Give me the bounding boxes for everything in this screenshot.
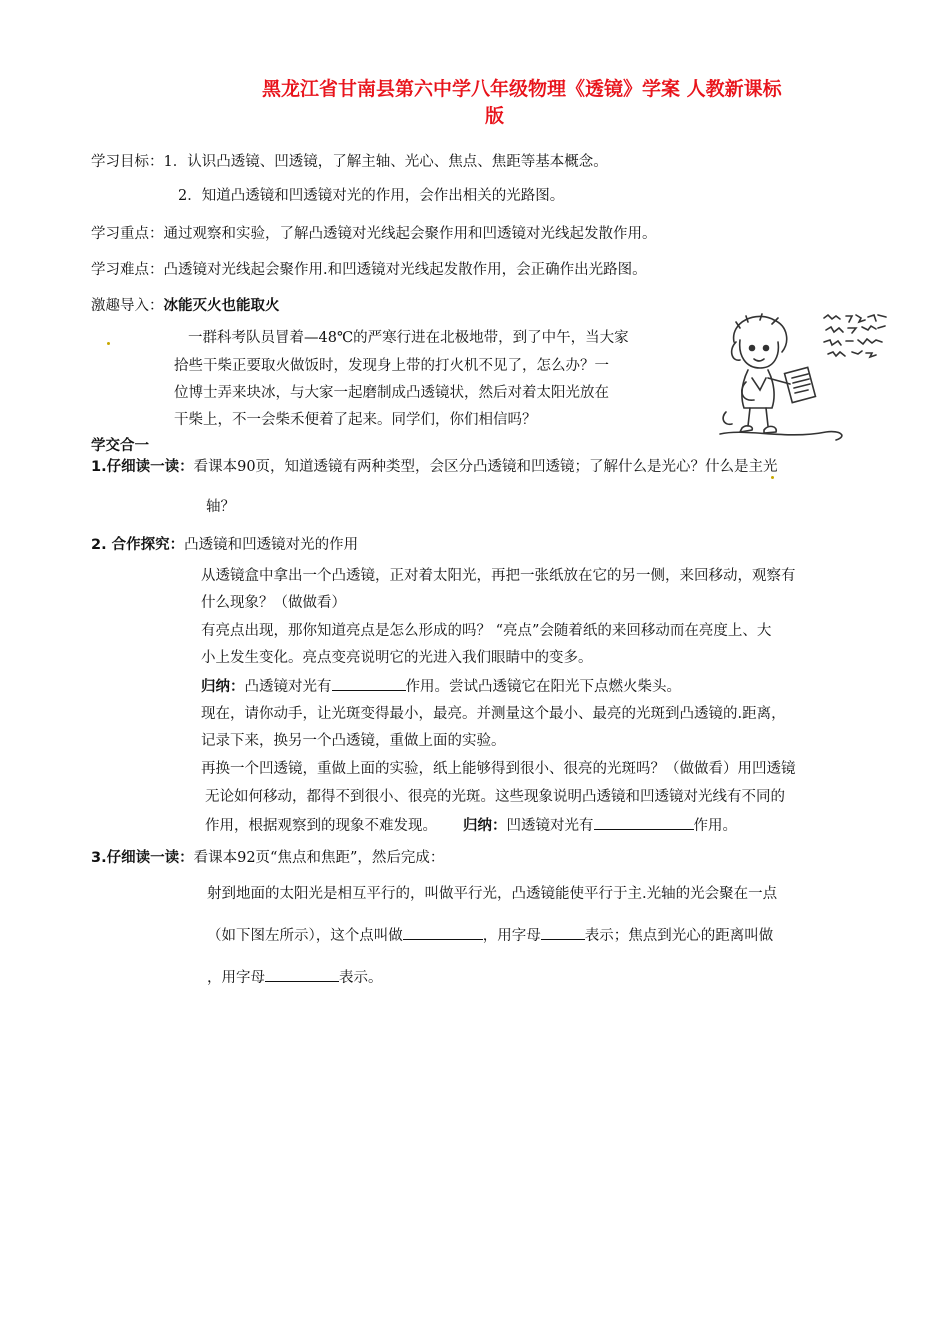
q3-heading: 看课本92页“焦点和焦距”，然后完成： <box>193 850 445 866</box>
q3-row <box>91 848 444 868</box>
difficulty-label: 学习难点： <box>91 262 164 278</box>
q2-paragraph-line-5: 现在，请你动手，让光斑变得最小，最亮。并测量这个最小、最亮的光斑到凸透镜的.距离， <box>201 706 786 722</box>
q1-text-line-2: 轴？ <box>206 499 235 515</box>
q3-line-2 <box>207 925 773 946</box>
summary-1-prefix: 凸透镜对光有 <box>244 679 332 695</box>
q1-row <box>91 457 778 477</box>
q3-line-3-b: 表示。 <box>339 970 383 986</box>
objectives-row-1 <box>91 152 608 172</box>
objectives-item-2: 2．知道凸透镜和凹透镜对光的作用，会作出相关的光路图。 <box>178 188 565 204</box>
focus-text: 通过观察和实验，了解凸透镜对光线起会聚作用和凹透镜对光线起发散作用。 <box>163 226 657 242</box>
focus-row <box>91 224 657 244</box>
q3-line-3-a: ，用字母 <box>207 970 265 986</box>
q2-paragraph-line-4: 小上发生变化。亮点变亮说明它的光进入我们眼睛中的变多。 <box>201 650 593 666</box>
q3-line-2-b: ，用字母 <box>482 928 541 944</box>
q2-paragraph-line-1: 从透镜盒中拿出一个凸透镜，正对着太阳光，再把一张纸放在它的另一侧，来回移动，观察有 <box>201 568 796 584</box>
fill-in-blank[interactable] <box>594 815 694 830</box>
fill-in-blank[interactable] <box>265 967 339 982</box>
q2-paragraph-line-3: 有亮点出现，那你知道亮点是怎么形成的吗？ “亮点”会随着纸的来回移动而在亮度上、大 <box>201 623 772 639</box>
q3-line-2-c: 表示；焦点到光心的距离叫做 <box>584 928 774 944</box>
summary-1-label: 归纳： <box>201 679 245 695</box>
summary-1-row <box>201 676 681 697</box>
q3-line-1: 射到地面的太阳光是相互平行的，叫做平行光，凸透镜能使平行于主.光轴的光会聚在一点 <box>207 886 778 902</box>
q1-text-line-1: 看课本90页，知道透镜有两种类型，会区分凸透镜和凹透镜；了解什么是光心？什么是主光 <box>193 459 778 475</box>
fill-in-blank[interactable] <box>403 925 483 940</box>
q2-row <box>91 535 358 555</box>
summary-2-row <box>205 815 737 836</box>
difficulty-row <box>91 260 647 280</box>
stray-mark <box>771 476 774 479</box>
q2-paragraph-line-6: 记录下来，换另一个凸透镜，重做上面的实验。 <box>201 733 506 749</box>
q2-paragraph-line-7: 再换一个凹透镜，重做上面的实验，纸上能够得到很小、很亮的光斑吗？（做做看）用凹透镜 <box>201 761 796 777</box>
title-line-2: 版 <box>484 105 504 127</box>
summary-2-prefix: 凹透镜对光有 <box>506 818 594 834</box>
intro-paragraph-line-4: 干柴上，不一会柴禾便着了起来。同学们，你们相信吗？ <box>174 412 537 428</box>
summary-2-label: 归纳： <box>463 818 507 834</box>
q3-line-3 <box>207 967 383 988</box>
q2-paragraph-line-2: 什么现象？（做做看） <box>201 595 346 611</box>
fill-in-blank[interactable] <box>541 925 585 940</box>
intro-heading: 冰能灭火也能取火 <box>163 298 280 314</box>
document-title <box>262 76 902 130</box>
intro-paragraph-line-1: 一群科考队员冒着—48℃的严寒行进在北极地带，到了中午，当大家 <box>188 330 629 346</box>
difficulty-text: 凸透镜对光线起会聚作用.和凹透镜对光线起发散作用，会正确作出光路图。 <box>163 262 647 278</box>
section-heading: 学交合一 <box>91 438 149 454</box>
objectives-item-1: 1．认识凸透镜、凹透镜，了解主轴、光心、焦点、焦距等基本概念。 <box>163 154 608 170</box>
q1-label: 1.仔细读一读： <box>91 459 194 475</box>
girl-reading-book-icon <box>716 312 894 442</box>
focus-label: 学习重点： <box>91 226 164 242</box>
summary-1-suffix: 作用。尝试凸透镜它在阳光下点燃火柴头。 <box>405 679 681 695</box>
q2-label: 2. 合作探究： <box>91 537 185 553</box>
objectives-label: 学习目标： <box>91 154 164 170</box>
q2-paragraph-line-8: 无论如何移动，都得不到很小、很亮的光斑。这些现象说明凸透镜和凹透镜对光线有不同的 <box>205 789 785 805</box>
intro-paragraph-line-2: 拾些干柴正要取火做饭时，发现身上带的打火机不见了，怎么办？一 <box>174 358 609 374</box>
intro-label: 激趣导入： <box>91 298 164 314</box>
q2-heading: 凸透镜和凹透镜对光的作用 <box>184 537 359 553</box>
intro-row <box>91 296 280 316</box>
title-line-1: 黑龙江省甘南县第六中学八年级物理《透镜》学案 人教新课标 <box>262 78 782 100</box>
q2-paragraph-line-9: 作用，根据观察到的现象不难发现。 <box>205 818 437 834</box>
intro-paragraph-line-3: 位博士弄来块冰，与大家一起磨制成凸透镜状，然后对着太阳光放在 <box>174 385 609 401</box>
q3-line-2-a: （如下图左所示），这个点叫做 <box>207 928 403 944</box>
stray-mark <box>107 342 110 345</box>
summary-2-suffix: 作用。 <box>693 818 737 834</box>
q3-label: 3.仔细读一读： <box>91 850 194 866</box>
fill-in-blank[interactable] <box>332 676 406 691</box>
